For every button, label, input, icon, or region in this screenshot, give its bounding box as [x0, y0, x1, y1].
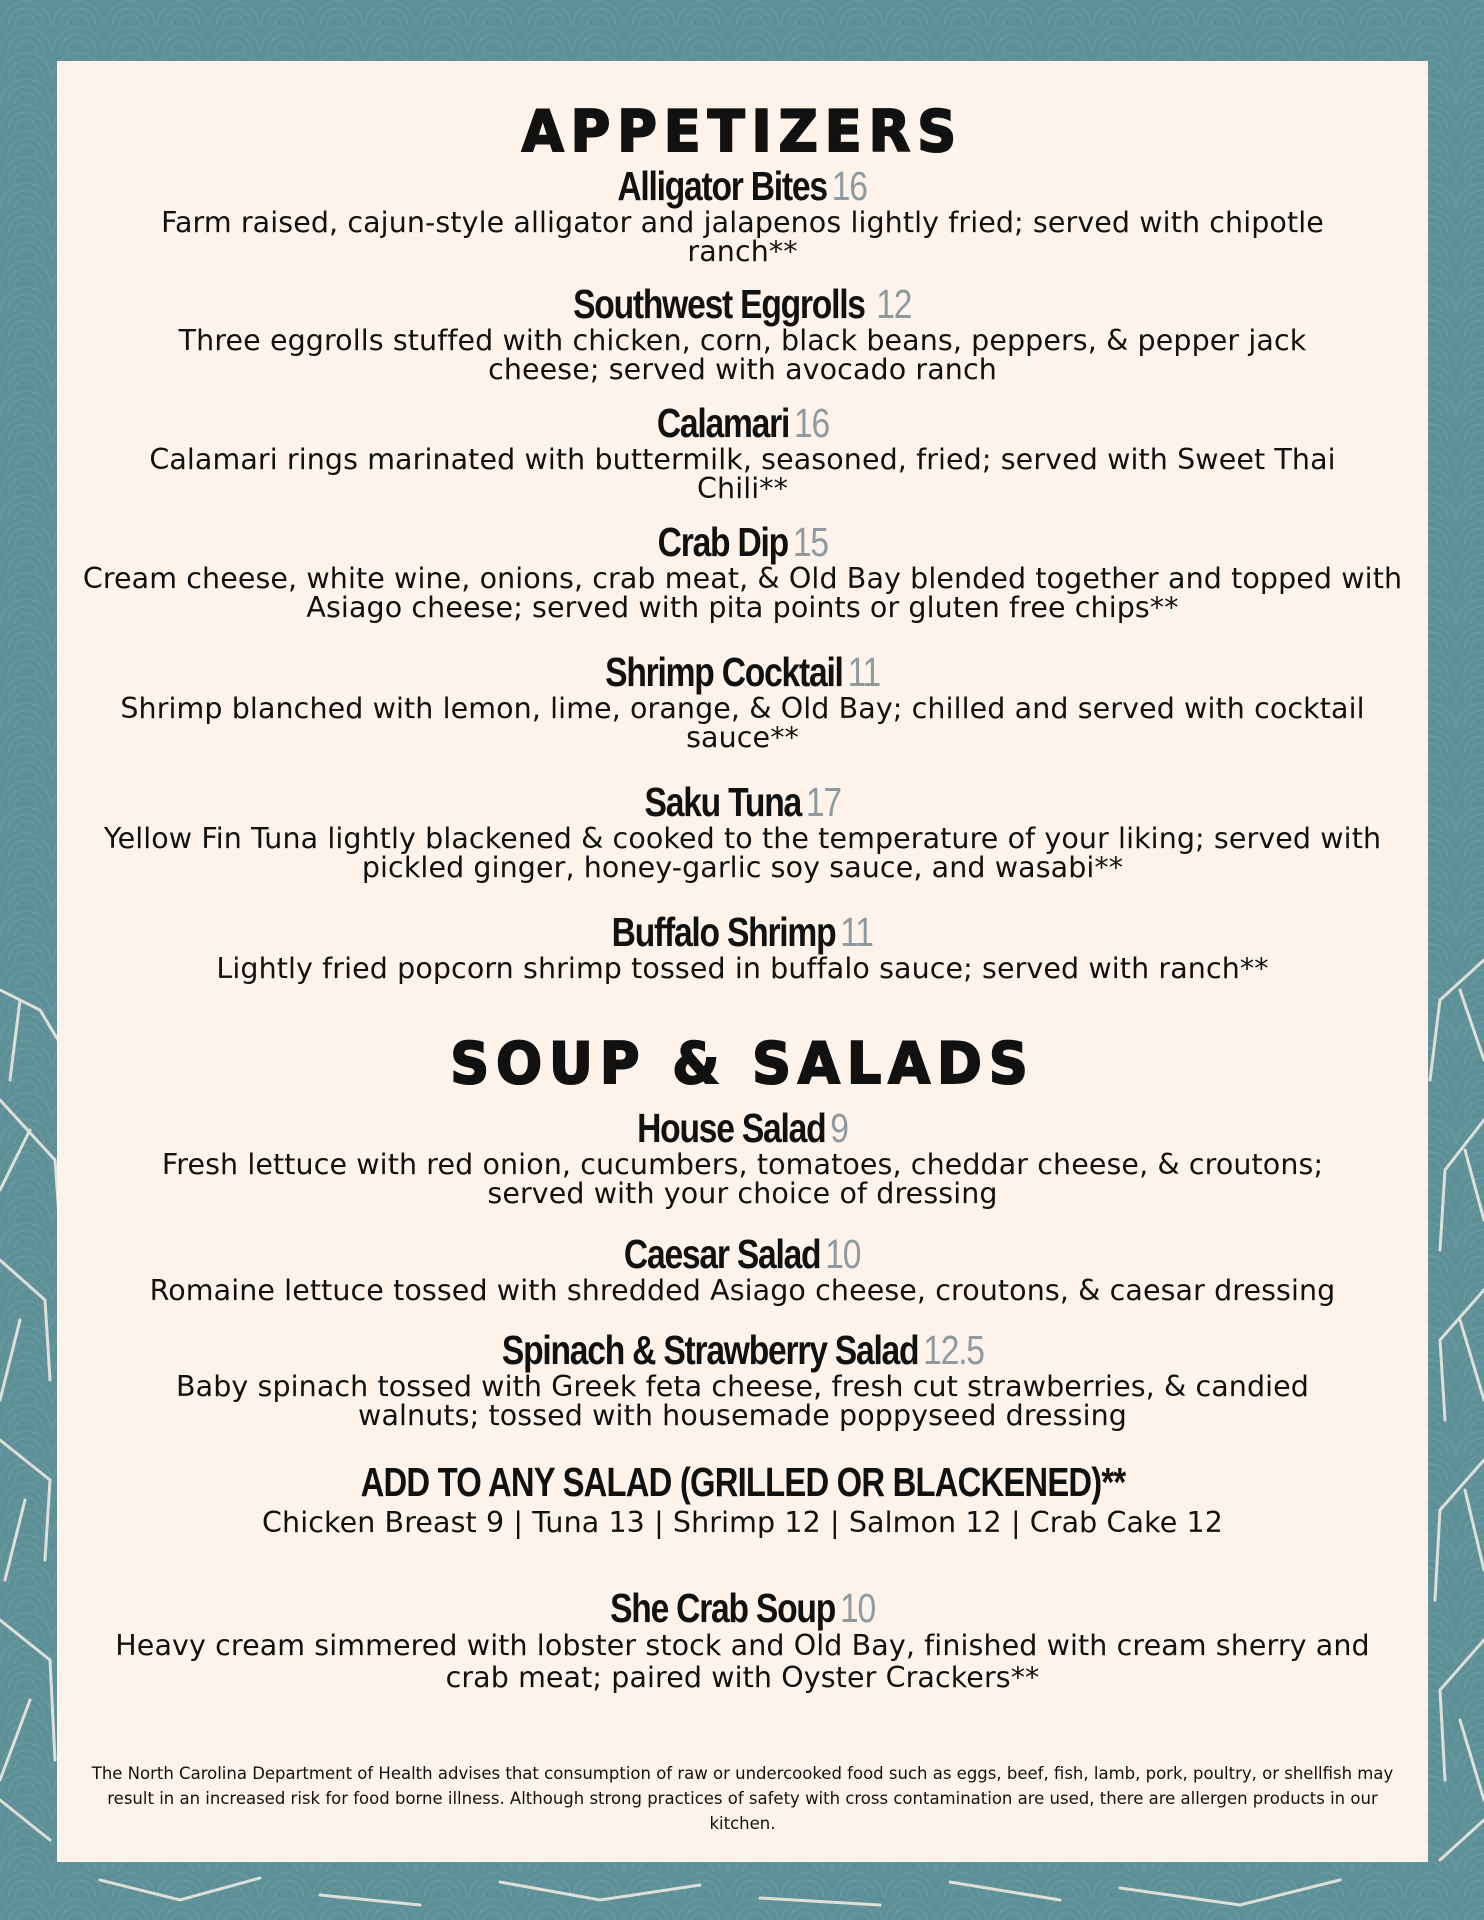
menu-item — [57, 909, 1428, 986]
item-description: Three eggrolls stuffed with chicken, corn, black beans, peppers, & pepper jack cheese; served with avocado ranch — [178, 324, 1307, 387]
item-price: 15 — [792, 519, 828, 565]
item-name: Spinach & Strawberry Salad 12.5 — [501, 1327, 984, 1373]
item-description: Lightly fried popcorn shrimp tossed in buffalo sauce; served with ranch** — [216, 952, 1269, 986]
addons-heading: ADD TO ANY SALAD (GRILLED OR BLACKENED)** — [360, 1459, 1125, 1505]
item-price: 12 — [876, 281, 912, 327]
menu-card — [57, 61, 1428, 1862]
item-price: 16 — [793, 400, 829, 446]
item-price: 10 — [839, 1585, 875, 1631]
item-name: Caesar Salad 10 — [624, 1231, 861, 1277]
item-name: Buffalo Shrimp 11 — [611, 909, 874, 955]
menu-item — [57, 163, 1428, 269]
item-name: Shrimp Cocktail 11 — [605, 649, 880, 695]
item-description: Yellow Fin Tuna lightly blackened & cooked to the temperature of your liking; served with pickled ginger, honey-garlic soy sauce, and wasabi** — [103, 822, 1382, 885]
addons-list: Chicken Breast 9 | Tuna 13 | Shrimp 12 | Salmon 12 | Crab Cake 12 — [262, 1506, 1223, 1539]
item-description: Romaine lettuce tossed with shredded Asiago cheese, croutons, & caesar dressing — [149, 1274, 1336, 1308]
menu-item — [57, 779, 1428, 885]
menu-item — [57, 519, 1428, 625]
menu-item — [57, 1587, 1428, 1694]
item-name: House Salad 9 — [637, 1105, 848, 1151]
item-description: Baby spinach tossed with Greek feta cheese, fresh cut strawberries, & candied walnuts; tossed with housemade poppyseed dressing — [175, 1370, 1309, 1433]
item-description: Farm raised, cajun-style alligator and jalapenos lightly fried; served with chipotle ranch** — [161, 206, 1324, 269]
item-description: Cream cheese, white wine, onions, crab meat, & Old Bay blended together and topped with Asiago cheese; served with pita points or gluten free chips** — [82, 562, 1403, 625]
item-description: Calamari rings marinated with buttermilk, seasoned, fried; served with Sweet Thai Chili** — [149, 443, 1336, 506]
menu-item — [57, 1105, 1428, 1211]
item-name: Calamari 16 — [656, 400, 829, 446]
appetizers-heading: APPETIZERS — [521, 98, 964, 165]
health-disclaimer: The North Carolina Department of Health advises that consumption of raw or undercooked food such as eggs, beef, fish, lamb, pork, poultry, or shellfish may result in an increased risk for food borne illness. Although strong practices of safety with cross contamination are used, there are allergen products in our kitchen. — [91, 1764, 1394, 1833]
item-description: Heavy cream simmered with lobster stock and Old Bay, finished with cream sherry and crab meat; paired with Oyster Crackers** — [115, 1629, 1370, 1695]
appetizers-section — [57, 98, 1428, 165]
item-price: 12.5 — [922, 1327, 984, 1373]
menu-item — [57, 1327, 1428, 1433]
item-name: Southwest Eggrolls 12 — [573, 281, 912, 327]
salad-addons — [57, 1459, 1428, 1537]
item-description: Fresh lettuce with red onion, cucumbers, tomatoes, cheddar cheese, & croutons; served with your choice of dressing — [161, 1148, 1324, 1211]
soup-salads-heading: SOUP & SALADS — [450, 1030, 1035, 1097]
item-name: Alligator Bites 16 — [617, 163, 868, 209]
menu-item — [57, 649, 1428, 755]
menu-item — [57, 281, 1428, 387]
item-price: 11 — [840, 909, 874, 955]
menu-item — [57, 400, 1428, 506]
item-name: Crab Dip 15 — [657, 519, 828, 565]
item-name: Saku Tuna 17 — [644, 779, 841, 825]
soup-salads-section — [57, 1030, 1428, 1097]
menu-item — [57, 1231, 1428, 1308]
item-price: 16 — [832, 163, 868, 209]
item-price: 10 — [825, 1231, 861, 1277]
item-price: 11 — [847, 649, 880, 695]
item-price: 9 — [830, 1105, 848, 1151]
item-name: She Crab Soup 10 — [610, 1585, 875, 1631]
item-description: Shrimp blanched with lemon, lime, orange, & Old Bay; chilled and served with cocktail sauce** — [120, 692, 1365, 755]
item-price: 17 — [805, 779, 841, 825]
